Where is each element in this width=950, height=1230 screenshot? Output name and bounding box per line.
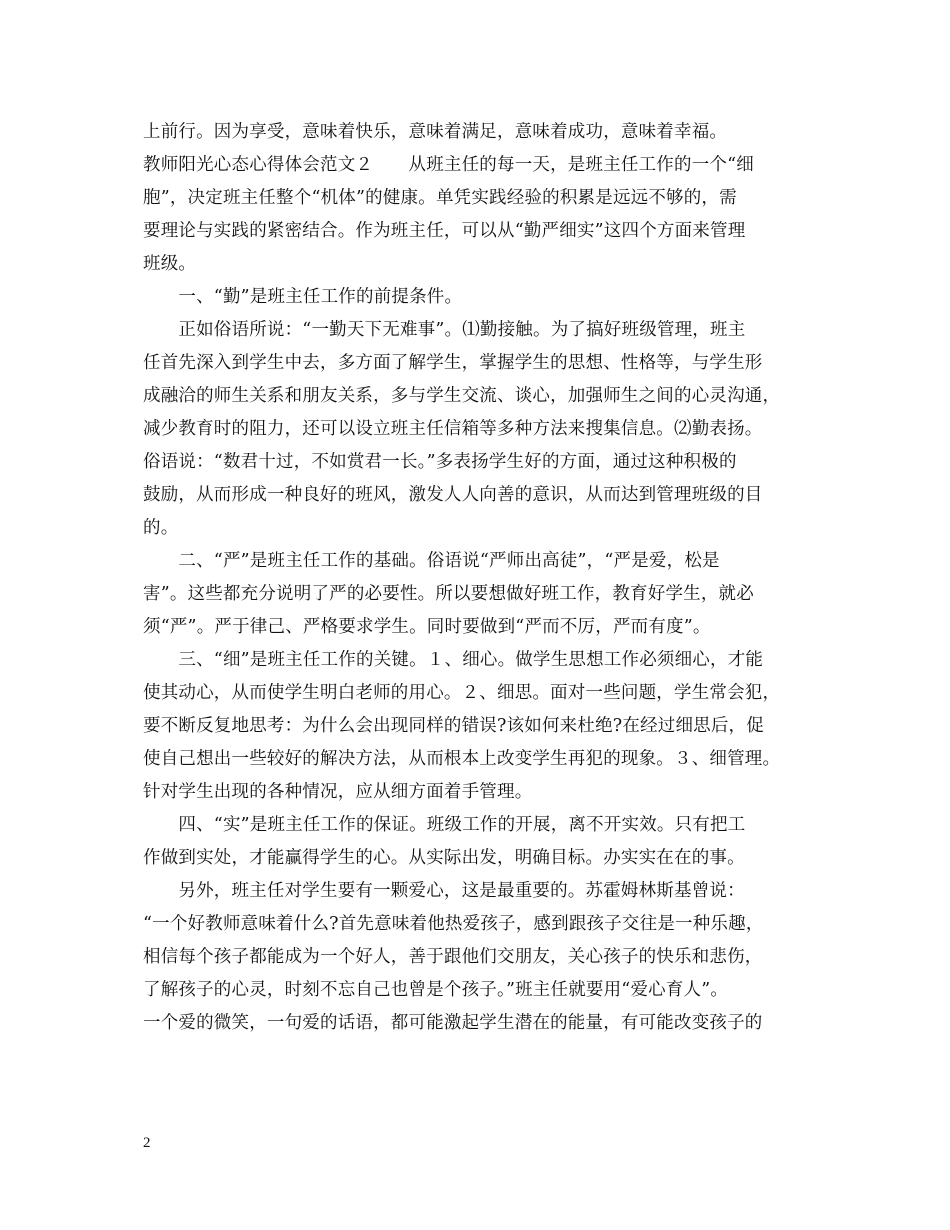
- text-line: 教师阳光心态心得体会范文２ 从班主任的每一天，是班主任工作的一个“细: [143, 155, 754, 175]
- text-line: 上前行。因为享受，意味着快乐，意味着满足，意味着成功，意味着幸福。: [143, 122, 728, 142]
- text-line: 相信每个孩子都能成为一个好人，善于跟他们交朋友，关心孩子的快乐和悲伤，: [143, 947, 763, 967]
- text-line: 二、“严”是班主任工作的基础。俗语说“严师出高徒”，“严是爱，松是: [143, 551, 720, 571]
- text-line: 作做到实处，才能赢得学生的心。从实际出发，明确目标。办实实在在的事。: [143, 848, 745, 868]
- text-line: 害”。这些都充分说明了严的必要性。所以要想做好班工作，教育好学生，就必: [143, 584, 754, 604]
- text-line: 须“严”。严于律己、严格要求学生。同时要做到“严而不厉，严而有度”。: [143, 617, 711, 637]
- text-line: 要不断反复地思考：为什么会出现同样的错误?该如何来杜绝?在经过细思后，促: [143, 716, 764, 736]
- text-line: 使自己想出一些较好的解决方法，从而根本上改变学生再犯的现象。３、细管理。: [143, 749, 781, 769]
- text-line: 三、“细”是班主任工作的关键。１、细心。做学生思想工作必须细心，才能: [143, 650, 764, 670]
- text-line: 了解孩子的心灵，时刻不忘自己也曾是个孩子。”班主任就要用“爱心育人”。: [143, 980, 729, 1000]
- text-line: 的。: [143, 518, 179, 538]
- text-line: 班级。: [143, 254, 197, 274]
- text-line: 成融洽的师生关系和朋友关系，多与学生交流、谈心，加强师生之间的心灵沟通，: [143, 386, 781, 406]
- text-line: 任首先深入到学生中去，多方面了解学生，掌握学生的思想、性格等，与学生形: [143, 353, 763, 373]
- text-line: 针对学生出现的各种情况，应从细方面着手管理。: [143, 782, 533, 802]
- text-line: 另外，班主任对学生要有一颗爱心，这是最重要的。苏霍姆林斯基曾说：: [143, 881, 745, 901]
- text-line: 减少教育时的阻力，还可以设立班主任信箱等多种方法来搜集信息。⑵勤表扬。: [143, 419, 763, 439]
- text-line: 要理论与实践的紧密结合。作为班主任，可以从“勤严细实”这四个方面来管理: [143, 221, 746, 241]
- text-line: 俗语说：“数君十过，不如赏君一长。”多表扬学生好的方面，通过这种积极的: [143, 452, 737, 472]
- page-number: 2: [143, 1135, 151, 1151]
- text-line: “一个好教师意味着什么?首先意味着他热爱孩子，感到跟孩子交往是一种乐趣，: [143, 914, 764, 934]
- text-line: 胞”，决定班主任整个“机体”的健康。单凭实践经验的积累是远远不够的，需: [143, 188, 737, 208]
- text-line: 鼓励，从而形成一种良好的班风，激发人人向善的意识，从而达到管理班级的目: [143, 485, 763, 505]
- text-line: 正如俗语所说：“一勤天下无难事”。⑴勤接触。为了搞好班级管理，班主: [143, 320, 746, 340]
- text-line: 一、“勤”是班主任工作的前提条件。: [143, 287, 463, 307]
- text-line: 四、“实”是班主任工作的保证。班级工作的开展，离不开实效。只有把工: [143, 815, 746, 835]
- text-line: 一个爱的微笑，一句爱的话语，都可能激起学生潜在的能量，有可能改变孩子的: [143, 1013, 763, 1033]
- text-line: 使其动心，从而使学生明白老师的用心。２、细思。面对一些问题，学生常会犯，: [143, 683, 781, 703]
